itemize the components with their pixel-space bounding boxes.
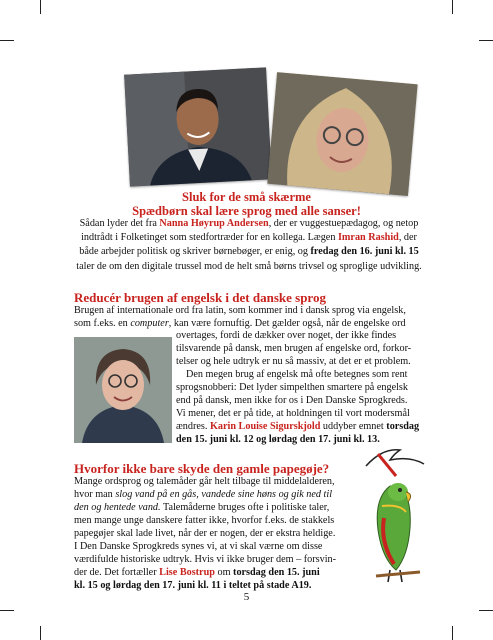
crop-mark	[0, 40, 14, 41]
section2-final-line: den 15. juni kl. 12 og lørdag den 17. juni kl. 13.	[176, 434, 380, 445]
crop-mark	[40, 626, 41, 640]
section2-last-line: ændres. Karin Louise Sigurskjold uddyber emnet torsdag	[176, 421, 420, 432]
crop-mark	[40, 0, 41, 14]
event-date: torsdag	[386, 421, 420, 432]
section1-title-line2: Spædbørn skal lære sprog med alle sanser!	[132, 204, 361, 218]
section3-line: I Den Danske Sprogkreds synes vi, at vi skal værne om disse	[74, 541, 323, 552]
section2-para-line: end på dansk, men ikke for os i Den Danske Sprogkreds.	[176, 395, 408, 406]
section3-line: den og hentede vand. Talemåderne bruges ofte i politiske taler,	[74, 502, 330, 513]
crop-mark	[452, 0, 453, 14]
portrait-woman-photo	[267, 72, 417, 196]
person-name: Lise Bostrup	[159, 567, 215, 578]
section1-title-line1: Sluk for de små skærme	[182, 190, 311, 204]
section3-line: Mange ordsprog og talemåder går helt tilbage til middelalderen,	[74, 476, 335, 487]
person-name: Karin Louise Sigurskjold	[209, 421, 321, 432]
event-date: torsdag den 15. juni	[233, 567, 320, 578]
section3-heading: Hvorfor ikke bare skyde den gamle papegøje?	[74, 461, 330, 476]
section2-line1: Brugen af internationale ord fra latin, som kommer ind i dansk sprog via engelsk,	[74, 305, 406, 316]
section3-line: men mange unge danskere fatter ikke, hvorfor f.eks. de stakkels	[74, 515, 335, 526]
page-number: 5	[243, 591, 250, 603]
section3-line: der de. Det fortæller Lise Bostrup om torsdag den 15. juni	[74, 567, 320, 578]
section3-line: papegøjer skal lade livet, når der er nogen, der er ekstra heldige.	[74, 528, 336, 539]
crop-mark	[479, 40, 493, 41]
crop-mark	[479, 610, 493, 611]
section3-line: hvor man slog vand på en gås, vandede sine høns og gik ned til	[74, 489, 333, 500]
person-name: Nanna Høyrup Andersen	[159, 218, 269, 229]
person-name: Imran Rashid	[337, 232, 399, 244]
parrot-illustration	[360, 446, 430, 586]
section2-wrap-line: telser og hele udtryk er nu så massiv, at det er et problem.	[176, 356, 411, 367]
section2-para-line: Vi mener, det er på tide, at holdningen til vort modersmål	[176, 408, 410, 419]
section3-line: værdifulde historiske udtryk. Hvis vi ikke bruger dem – forsvin-	[74, 554, 337, 565]
section2-wrap-line: tilsvarende på dansk, men brugen af engelske ord, forkor-	[176, 343, 412, 354]
event-date: fredag den 16. juni kl. 15	[310, 246, 419, 258]
section2-para-line: sprogsnobberi: Det lyder simpelthen smartere på engelsk	[176, 382, 408, 393]
portrait-man-photo	[124, 67, 272, 186]
section2-line2: som f.eks. en computer, kan være fornuftig. Det gælder også, når de engelske ord	[74, 318, 406, 329]
section3-line: kl. 15 og lørdag den 17. juni kl. 11 i teltet på stade A19.	[74, 580, 312, 591]
portrait-woman-photo-2	[74, 337, 172, 443]
section2-heading: Reducér brugen af engelsk i det danske sprog	[74, 290, 326, 305]
section2-wrap-line: overtages, fordi de dækker over noget, der ikke findes	[176, 330, 397, 341]
section2-para-line: Den megen brug af engelsk må ofte betegnes som rent	[186, 369, 408, 380]
crop-mark	[0, 610, 14, 611]
crop-mark	[452, 626, 453, 640]
section1-intro: Sådan lyder det fra Nanna Høyrup Andersen, der er vuggestuepædagog, og netop indtrådt i Folketinget som stedfortræder for en kollega. Lægen Imran Rashid, der både arbejder politisk og skriver børnebøger, er enig, og fredag den 16. juni kl. 15 taler de om den digitale trussel mod de helt små børns trivsel og sproglige udvikling.	[76, 218, 422, 272]
